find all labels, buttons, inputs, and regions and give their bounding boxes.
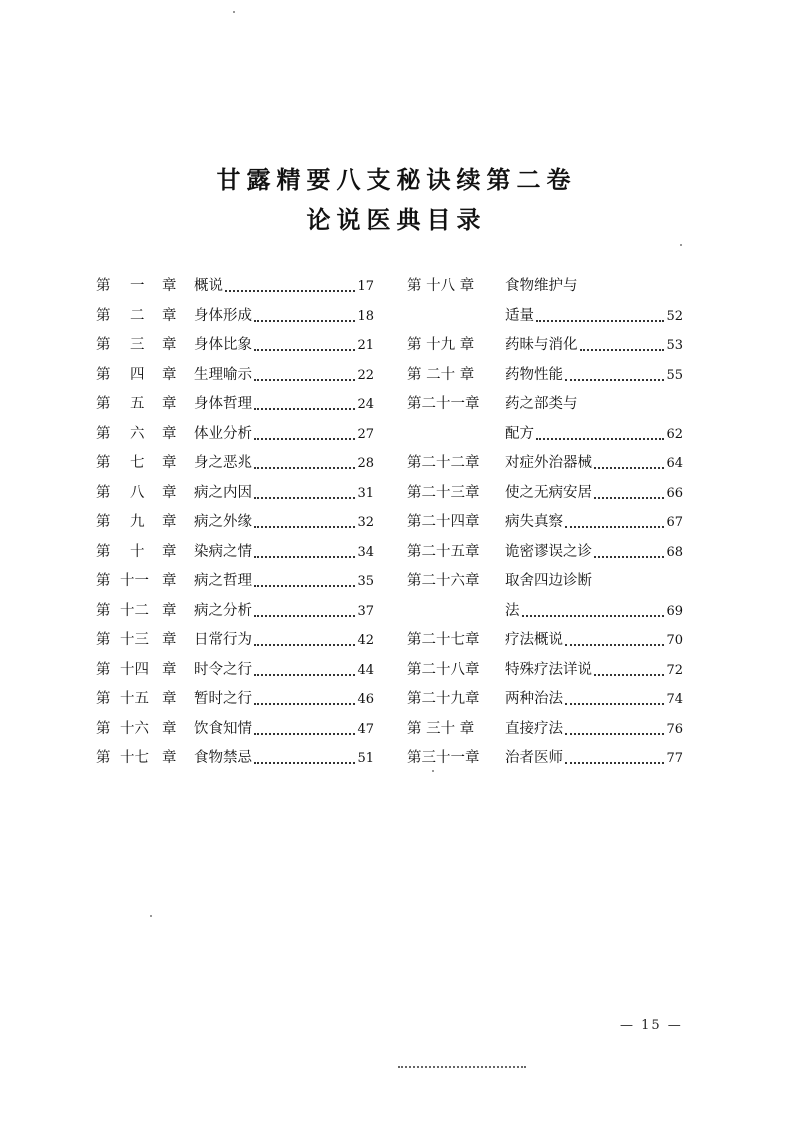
chapter-title: 日常行为: [194, 632, 252, 648]
chapter-title: 病之分析: [194, 602, 252, 619]
toc-entry: [96, 567, 374, 597]
chapter-label: [96, 744, 178, 774]
chapter-label: [96, 479, 178, 509]
chapter-title-line: [505, 361, 683, 391]
chapter-title: 生理喻示: [194, 366, 252, 383]
chapter-label-part: 五: [130, 396, 145, 412]
chapter-label: [407, 449, 489, 479]
chapter-label: [407, 361, 489, 391]
toc-right-column: [407, 272, 683, 774]
chapter-title-line: [505, 656, 683, 686]
chapter-label-part: 第: [96, 573, 111, 589]
leader-dots: [594, 496, 664, 499]
chapter-title: 病之内因: [194, 484, 252, 501]
chapter-title: 饮食知情: [194, 720, 252, 737]
chapter-label-part: 十三: [120, 632, 149, 648]
chapter-label-text: 第 二十 章: [407, 366, 475, 383]
chapter-title-line: [194, 272, 374, 302]
chapter-label-part: 第: [96, 691, 111, 707]
chapter-label-text: 第 十八 章: [407, 278, 475, 294]
chapter-label-text: 第二十六章: [407, 573, 480, 589]
chapter-label-part: 第: [96, 543, 111, 560]
leader-dots: [536, 437, 664, 440]
toc-entry: [96, 626, 374, 656]
page-number: — 15 —: [620, 1018, 683, 1033]
leader-dots: [254, 407, 355, 410]
chapter-title-line: [505, 331, 683, 361]
page-ref: 46: [357, 692, 374, 707]
chapter-title: 法: [505, 602, 520, 619]
page-ref: 68: [666, 544, 683, 560]
chapter-label-part: 章: [162, 573, 177, 589]
chapter-label-part: 第: [96, 396, 111, 412]
page-ref: 31: [357, 485, 374, 501]
toc-entry: [96, 479, 374, 509]
page-ref: 42: [357, 633, 374, 648]
chapter-label: [96, 272, 178, 302]
chapter-title: 食物禁忌: [194, 750, 252, 766]
chapter-title: 适量: [505, 307, 534, 324]
leader-dots: [254, 732, 355, 735]
toc-entry: [407, 538, 683, 568]
chapter-title: 疗法概说: [505, 632, 563, 648]
chapter-label-part: 第: [96, 661, 111, 678]
chapter-title-line: [194, 361, 374, 391]
chapter-label: [407, 656, 489, 686]
toc-entry: [407, 479, 683, 509]
page-ref: 69: [666, 603, 683, 619]
leader-dots: [565, 525, 664, 528]
chapter-label-part: 四: [130, 366, 145, 383]
chapter-label-part: 第: [96, 278, 111, 294]
toc-entry: [96, 361, 374, 391]
chapter-title-line: [194, 597, 374, 627]
page-ref: 37: [357, 603, 374, 619]
chapter-label-text: 第 十九 章: [407, 337, 475, 353]
leader-dots: [225, 289, 355, 292]
chapter-title: 暂时之行: [194, 691, 252, 707]
toc-entry: [96, 272, 374, 302]
chapter-label-part: 十六: [120, 720, 149, 737]
chapter-title-line: [505, 597, 683, 627]
chapter-label-text: 第二十七章: [407, 632, 480, 648]
chapter-label-part: 十七: [120, 750, 149, 766]
chapter-title-line: [194, 449, 374, 479]
toc-entry: [96, 420, 374, 450]
scan-speck: [432, 770, 434, 772]
page-ref: 34: [357, 544, 374, 560]
chapter-title-line: [194, 567, 374, 597]
toc-entry: [407, 361, 683, 391]
chapter-label-text: 第 三十 章: [407, 720, 475, 737]
chapter-label: [407, 508, 489, 538]
toc-entry: [407, 656, 683, 686]
chapter-label-part: 六: [130, 425, 145, 442]
toc-entry: [407, 685, 683, 715]
toc-heading: 论说医典目录: [306, 206, 487, 234]
page-ref: 27: [357, 426, 374, 442]
chapter-title: 病失真察: [505, 514, 563, 530]
chapter-label-part: 第: [96, 750, 111, 766]
chapter-label-text: 第二十一章: [407, 396, 480, 412]
toc-entry: [407, 302, 683, 332]
chapter-label-text: 第二十二章: [407, 455, 480, 471]
chapter-title-line: [505, 390, 683, 420]
leader-dots: [254, 614, 355, 617]
footer-rule: [398, 1066, 526, 1068]
chapter-title-line: [505, 449, 683, 479]
toc-entry: [96, 331, 374, 361]
leader-dots: [254, 437, 355, 440]
leader-dots: [254, 348, 355, 351]
book-title: 甘露精要八支秘诀续第二卷: [216, 166, 577, 194]
leader-dots: [580, 348, 665, 351]
chapter-label-part: 章: [162, 632, 177, 648]
leader-dots: [594, 673, 664, 676]
chapter-title: 身体哲理: [194, 396, 252, 412]
leader-dots: [522, 614, 665, 617]
page-ref: 18: [357, 308, 374, 324]
toc-entry: [407, 449, 683, 479]
chapter-label: [407, 331, 489, 361]
page-ref: 28: [357, 456, 374, 471]
chapter-label: [96, 420, 178, 450]
chapter-label: [407, 390, 489, 420]
toc-entry: [96, 390, 374, 420]
chapter-title: 时令之行: [194, 661, 252, 678]
leader-dots: [565, 732, 664, 735]
chapter-label-part: 第: [96, 484, 111, 501]
toc-entry: [407, 744, 683, 774]
toc-entry: [96, 597, 374, 627]
page-ref: 72: [666, 662, 683, 678]
chapter-label-part: 三: [130, 337, 145, 353]
chapter-label-part: 第: [96, 602, 111, 619]
page-ref: 76: [666, 721, 683, 737]
chapter-title: 药昧与消化: [505, 337, 578, 353]
leader-dots: [254, 761, 355, 764]
chapter-label-text: 第二十三章: [407, 484, 480, 501]
chapter-title-line: [505, 302, 683, 332]
chapter-title-line: [194, 390, 374, 420]
toc-entry: [96, 449, 374, 479]
chapter-label-part: 第: [96, 366, 111, 383]
chapter-title: 概说: [194, 278, 223, 294]
chapter-label-part: 十五: [120, 691, 149, 707]
chapter-title-line: [505, 420, 683, 450]
chapter-title: 身之恶兆: [194, 455, 252, 471]
chapter-title: 两种治法: [505, 691, 563, 707]
chapter-title-line: [194, 479, 374, 509]
chapter-label-text: 第三十一章: [407, 750, 480, 766]
chapter-label-part: 章: [162, 720, 177, 737]
chapter-title: 直接疗法: [505, 720, 563, 737]
chapter-label: [96, 449, 178, 479]
chapter-label-part: 十四: [120, 661, 149, 678]
chapter-label-part: 十一: [120, 573, 149, 589]
chapter-label-part: 章: [162, 484, 177, 501]
page-ref: 70: [666, 633, 683, 648]
leader-dots: [254, 525, 355, 528]
chapter-label-part: 章: [162, 602, 177, 619]
toc-entry: [96, 715, 374, 745]
page-ref: 77: [666, 751, 683, 766]
chapter-title-line: [194, 508, 374, 538]
leader-dots: [594, 555, 664, 558]
chapter-label: [407, 538, 489, 568]
chapter-label: [407, 715, 489, 745]
leader-dots: [594, 466, 664, 469]
page-ref: 53: [666, 338, 683, 353]
leader-dots: [254, 643, 355, 646]
chapter-label-part: 第: [96, 337, 111, 353]
chapter-title-line: [505, 715, 683, 745]
chapter-label-part: 章: [162, 543, 177, 560]
chapter-label-part: 章: [162, 514, 177, 530]
page-ref: 35: [357, 574, 374, 589]
chapter-title: 食物维护与: [505, 278, 578, 294]
chapter-title: 药物性能: [505, 366, 563, 383]
toc-entry: [96, 302, 374, 332]
scan-speck: [680, 244, 682, 246]
chapter-label-part: 章: [162, 750, 177, 766]
leader-dots: [254, 319, 355, 322]
chapter-title: 体业分析: [194, 425, 252, 442]
chapter-title: 身体形成: [194, 307, 252, 324]
chapter-label-part: 章: [162, 307, 177, 324]
chapter-title: 药之部类与: [505, 396, 578, 412]
chapter-label: [96, 331, 178, 361]
toc-entry: [407, 508, 683, 538]
chapter-label-part: 第: [96, 514, 111, 530]
chapter-title: 病之外缘: [194, 514, 252, 530]
chapter-title: 身体比象: [194, 337, 252, 353]
toc-entry: [407, 331, 683, 361]
chapter-label-text: 第二十四章: [407, 514, 480, 530]
chapter-title-line: [194, 626, 374, 656]
chapter-label-part: 十二: [120, 602, 149, 619]
chapter-label-part: 第: [96, 632, 111, 648]
chapter-title: 取舍四边诊断: [505, 573, 592, 589]
chapter-label-part: 章: [162, 278, 177, 294]
scan-speck: [233, 11, 235, 13]
page-ref: 32: [357, 515, 374, 530]
chapter-label-part: 章: [162, 337, 177, 353]
leader-dots: [565, 761, 664, 764]
chapter-title-line: [505, 626, 683, 656]
toc-entry: [407, 390, 683, 420]
leader-dots: [254, 466, 355, 469]
chapter-title: 对症外治器械: [505, 455, 592, 471]
leader-dots: [565, 702, 664, 705]
page-ref: 64: [666, 456, 683, 471]
chapter-title-line: [505, 567, 683, 597]
chapter-label: [96, 656, 178, 686]
toc-left-column: [96, 272, 374, 774]
leader-dots: [536, 319, 664, 322]
leader-dots: [254, 555, 355, 558]
chapter-label-part: 九: [130, 514, 145, 530]
chapter-label: [407, 272, 489, 302]
chapter-label: [407, 479, 489, 509]
page-ref: 47: [357, 721, 374, 737]
toc-entry: [96, 744, 374, 774]
chapter-title-line: [505, 508, 683, 538]
chapter-title-line: [505, 538, 683, 568]
chapter-title-line: [194, 656, 374, 686]
chapter-title: 配方: [505, 425, 534, 442]
chapter-label-part: 章: [162, 661, 177, 678]
chapter-title: 特殊疗法详说: [505, 661, 592, 678]
scan-speck: [150, 915, 152, 917]
chapter-label-part: 七: [130, 455, 145, 471]
toc-entry: [96, 685, 374, 715]
page-ref: 62: [666, 426, 683, 442]
chapter-title: 染病之情: [194, 543, 252, 560]
chapter-label: [96, 685, 178, 715]
chapter-label-part: 一: [130, 278, 145, 294]
page-ref: 51: [357, 751, 374, 766]
page-ref: 22: [357, 367, 374, 383]
chapter-label-part: 第: [96, 307, 111, 324]
page-ref: 55: [666, 367, 683, 383]
chapter-title-line: [194, 420, 374, 450]
leader-dots: [254, 496, 355, 499]
chapter-title-line: [194, 744, 374, 774]
chapter-title-line: [505, 272, 683, 302]
chapter-label: [96, 390, 178, 420]
chapter-label-part: 第: [96, 455, 111, 471]
chapter-title: 使之无病安居: [505, 484, 592, 501]
chapter-label-part: 第: [96, 720, 111, 737]
chapter-title-line: [505, 685, 683, 715]
page-ref: 67: [666, 515, 683, 530]
chapter-label: [407, 744, 489, 774]
chapter-title: 病之哲理: [194, 573, 252, 589]
chapter-label-text: 第二十九章: [407, 691, 480, 707]
chapter-label-part: 章: [162, 425, 177, 442]
page-ref: 17: [357, 279, 374, 294]
chapter-label-part: 第: [96, 425, 111, 442]
toc-entry: [96, 538, 374, 568]
chapter-label: [407, 567, 489, 597]
chapter-label-part: 章: [162, 455, 177, 471]
toc-entry: [96, 508, 374, 538]
chapter-title-line: [194, 715, 374, 745]
chapter-label: [96, 626, 178, 656]
chapter-label: [96, 538, 178, 568]
page-ref: 44: [357, 662, 374, 678]
chapter-title-line: [505, 744, 683, 774]
chapter-label-part: 章: [162, 691, 177, 707]
page-ref: 52: [666, 308, 683, 324]
leader-dots: [565, 643, 664, 646]
page-ref: 74: [666, 692, 683, 707]
chapter-title-line: [194, 302, 374, 332]
chapter-title-line: [194, 538, 374, 568]
chapter-label: [96, 715, 178, 745]
leader-dots: [254, 673, 355, 676]
chapter-label: [96, 508, 178, 538]
toc-entry: [96, 656, 374, 686]
chapter-label: [96, 567, 178, 597]
page-ref: 66: [666, 485, 683, 501]
leader-dots: [254, 584, 355, 587]
chapter-label-part: 八: [130, 484, 145, 501]
chapter-label-text: 第二十八章: [407, 661, 480, 678]
toc-entry: [407, 597, 683, 627]
leader-dots: [254, 702, 355, 705]
chapter-title-line: [505, 479, 683, 509]
chapter-label-text: 第二十五章: [407, 543, 480, 560]
chapter-label: [96, 361, 178, 391]
chapter-title: 诡密谬误之诊: [505, 543, 592, 560]
toc-entry: [407, 420, 683, 450]
chapter-label-part: 章: [162, 366, 177, 383]
toc-entry: [407, 715, 683, 745]
chapter-label: [96, 302, 178, 332]
toc-entry: [407, 567, 683, 597]
page-ref: 24: [357, 397, 374, 412]
chapter-label-part: 二: [130, 307, 145, 324]
chapter-label: [407, 626, 489, 656]
page-ref: 21: [357, 338, 374, 353]
toc-entry: [407, 626, 683, 656]
chapter-title-line: [194, 331, 374, 361]
leader-dots: [254, 378, 355, 381]
chapter-title-line: [194, 685, 374, 715]
leader-dots: [565, 378, 664, 381]
chapter-label: [407, 685, 489, 715]
chapter-title: 治者医师: [505, 750, 563, 766]
toc-entry: [407, 272, 683, 302]
chapter-label-part: 十: [130, 543, 145, 560]
chapter-label: [96, 597, 178, 627]
chapter-label-part: 章: [162, 396, 177, 412]
